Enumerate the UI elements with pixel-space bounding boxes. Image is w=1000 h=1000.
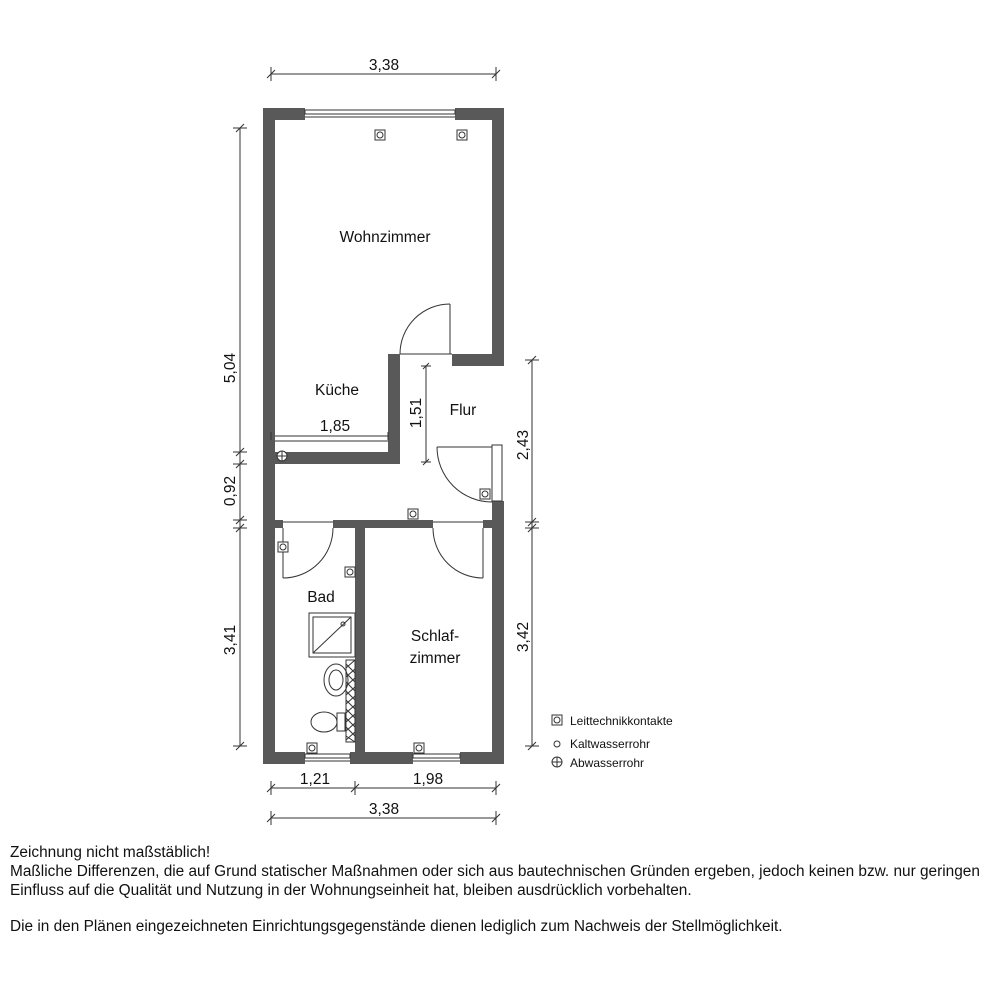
shower-tray [309,613,355,657]
label-flur: Flur [449,402,477,419]
kitchen-counter [275,436,388,441]
note-not-to-scale: Zeichnung nicht maßstäblich! [10,844,211,861]
fixtures [309,613,355,742]
label-wohnzimmer: Wohnzimmer [339,229,431,246]
contact-wohn-1 [375,130,385,140]
dim-right-upper-label: 2,43 [515,429,532,461]
toilet [311,712,345,732]
drain-kitchen [277,451,287,461]
wall-kitchen-flur [388,354,400,464]
wall-flur-top [452,354,504,366]
door-schlaf-arc [433,528,483,578]
dim-left-lower-label: 3,41 [222,624,239,656]
wall-kitchen-bottom [275,452,400,464]
label-bad: Bad [307,589,335,606]
door-bad-arc [283,528,333,578]
dim-bottom-right-label: 1,98 [412,771,444,788]
label-schlafzimmer-2: zimmer [409,650,461,667]
dim-left-upper-label: 5,04 [222,352,239,384]
dim-bottom-left-label: 1,21 [299,771,331,788]
label-kueche: Küche [315,382,359,399]
legend-leittechnik-icon [552,715,562,725]
wall-bottom [263,752,504,764]
dim-flur-label: 1,51 [408,397,425,429]
legend-kaltwasser-icon [554,741,560,747]
contact-wohn-2 [457,130,467,140]
bad-door-opening [283,520,333,528]
contact-bad-2 [345,567,355,577]
wall-bad-schlaf [355,520,365,764]
note-furniture: Die in den Plänen eingezeichneten Einrichtungsgegenstände dienen lediglich zum Nachweis der Stellmöglichkeit. [10,918,783,935]
legend-kaltwasser-label: Kaltwasserrohr [570,737,651,751]
schlaf-door-opening [433,520,483,528]
contact-flur [480,489,490,499]
dim-bottom-label: 3,38 [368,801,400,818]
contact-corridor [408,509,418,519]
dim-top-label: 3,38 [368,57,400,74]
note-differences: Maßliche Differenzen, die auf Grund statischer Maßnahmen oder sich aus bautechnischen Gründen ergeben, jedoch keinen bzw. nur geringen Einfluss auf die Qualität und Nutzung in der Wohnungseinheit hat, bleiben ausdrücklich vorbehalten. [10,863,980,899]
wall-left [263,108,275,764]
dim-kitchen-label: 1,85 [319,418,351,435]
legend-abwasser-label: Abwasserrohr [570,756,645,770]
door-wohn-arc [400,304,450,354]
contact-bad-3 [307,743,317,753]
dim-right-lower-label: 3,42 [515,621,532,653]
label-schlafzimmer-1: Schlaf- [410,628,460,645]
dim-left-middle-label: 0,92 [222,475,239,507]
legend-leittechnik-label: Leittechnikkontakte [570,714,673,728]
installation-shaft [346,660,355,742]
washbasin [324,660,348,700]
contact-schlaf [414,743,424,753]
wall-right-upper [492,108,504,354]
wohn-door-opening [400,354,452,366]
contact-bad-1 [278,542,288,552]
legend [552,714,673,770]
disclaimer-notes [10,843,985,936]
legend-abwasser-icon [552,757,562,767]
